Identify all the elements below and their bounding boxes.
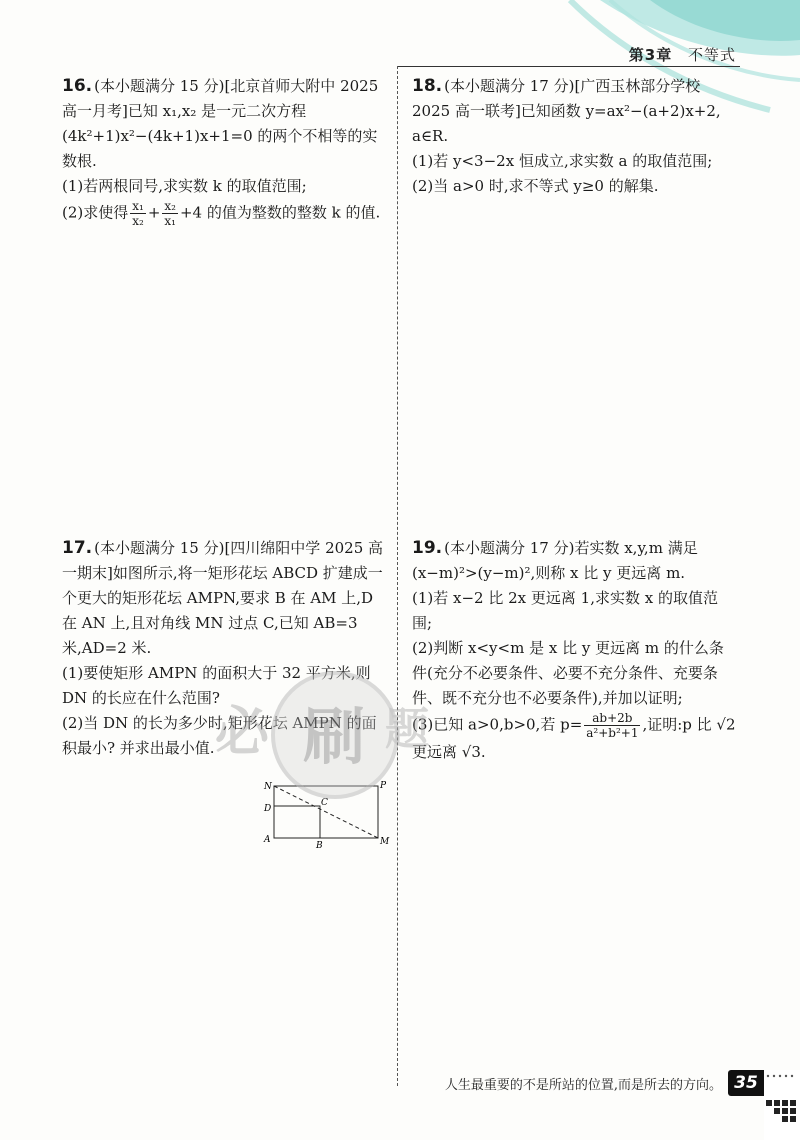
label-C: C: [321, 798, 328, 808]
fraction: [584, 711, 640, 740]
fraction-numerator: ab+2b: [584, 711, 640, 726]
subquestion-1: (1)要使矩形 AMPN 的面积大于 32 平方米,则 DN 的长应在什么范围?: [62, 664, 371, 707]
header-rule: [398, 66, 740, 67]
watermark-logo: [205, 640, 455, 820]
svg-text:必: 必: [215, 700, 269, 763]
subquestion-1: (1)若 x−2 比 2x 更远离 1,求实数 x 的取值范围;: [412, 589, 718, 632]
problem-19-stem: [412, 536, 738, 586]
fraction: [130, 199, 146, 228]
problem-number: 19.: [412, 538, 443, 558]
chapter-title: 不等式: [687, 46, 736, 64]
column-divider: [397, 66, 398, 1086]
fraction: [162, 199, 178, 228]
subquestion-2: (2)当 DN 的长为多少时,矩形花坛 AMPN 的面积最小? 并求出最小值.: [62, 714, 377, 757]
problem-number: 18.: [412, 76, 443, 96]
subquestion-1: (1)若两根同号,求实数 k 的取值范围;: [62, 177, 307, 195]
footer-motto: 人生最重要的不是所站的位置,而是所去的方向。: [444, 1078, 722, 1093]
problem-16-stem: [62, 74, 384, 174]
chapter-header: [629, 44, 736, 65]
svg-text:题: 题: [385, 704, 429, 755]
problem-stem: 已知 x₁,x₂ 是一元二次方程(4k²+1)x²−(4k+1)x+1=0 的两个不相等的实数根.: [62, 102, 378, 170]
problem-number: 16.: [62, 76, 93, 96]
problem-meta: (本小题满分 15 分)[北京首师大附中 2025 高一月考]: [62, 77, 379, 120]
page-number: 35: [728, 1070, 764, 1096]
svg-text:刷: 刷: [303, 700, 366, 773]
fraction-numerator: x₁: [132, 199, 144, 213]
label-B: B: [316, 841, 323, 850]
problem-18-stem: [412, 74, 738, 149]
problem-stem: 若实数 x,y,m 满足(x−m)²>(y−m)²,则称 x 比 y 更远离 m.: [412, 539, 698, 582]
subquestion-2: (2)当 a>0 时,求不等式 y≥0 的解集.: [412, 177, 659, 195]
subquestion-3: [412, 711, 738, 765]
subquestion-text: (3)已知 a>0,b>0,若 p=: [412, 715, 583, 734]
label-A: A: [264, 835, 271, 845]
subquestion-text: +4 的值为整数的整数 k 的值.: [179, 203, 381, 222]
fraction-denominator: x₁: [164, 214, 176, 228]
problem-meta: (本小题满分 17 分): [444, 539, 575, 557]
label-D: D: [264, 804, 272, 814]
problem-meta: (本小题满分 17 分)[广西玉林部分学校 2025 高一联考]: [412, 77, 701, 120]
problem-19: [412, 536, 738, 765]
problem-stem: 如图所示,将一矩形花坛 ABCD 扩建成一个更大的矩形花坛 AMPN,要求 B 在 AM 上,D 在 AN 上,且对角线 MN 过点 C,已知 AB=3 米,AD=2 米.: [62, 564, 383, 657]
chapter-number: 第3章: [628, 46, 673, 64]
fraction-numerator: x₂: [164, 199, 176, 213]
label-M: M: [380, 837, 390, 847]
fraction-denominator: x₂: [132, 214, 144, 228]
label-N: N: [264, 782, 272, 792]
problem-18: [412, 74, 738, 199]
plus-sign: +: [147, 203, 161, 222]
fraction-denominator: a²+b²+1: [586, 726, 639, 740]
subquestion-2: [62, 199, 384, 228]
problem-meta: (本小题满分 15 分)[四川绵阳中学 2025 高一期末]: [62, 539, 384, 582]
subquestion-2: (2)判断 x<y<m 是 x 比 y 更远离 m 的什么条件(充分不必要条件、必要不充分条件、充要条件、既不充分也不必要条件),并加以证明;: [412, 639, 724, 707]
problem-16: [62, 74, 384, 228]
label-P: P: [380, 781, 387, 791]
problem-number: 17.: [62, 538, 93, 558]
problem-stem: 已知函数 y=ax²−(a+2)x+2, a∈R.: [412, 102, 721, 145]
page-corner-dots-decoration: [764, 1070, 800, 1140]
subquestion-text: (2)求使得: [62, 203, 129, 222]
subquestion-text: ,证明:p 比 √2 更远离 √3.: [412, 715, 736, 761]
subquestion-1: (1)若 y<3−2x 恒成立,求实数 a 的取值范围;: [412, 152, 713, 170]
